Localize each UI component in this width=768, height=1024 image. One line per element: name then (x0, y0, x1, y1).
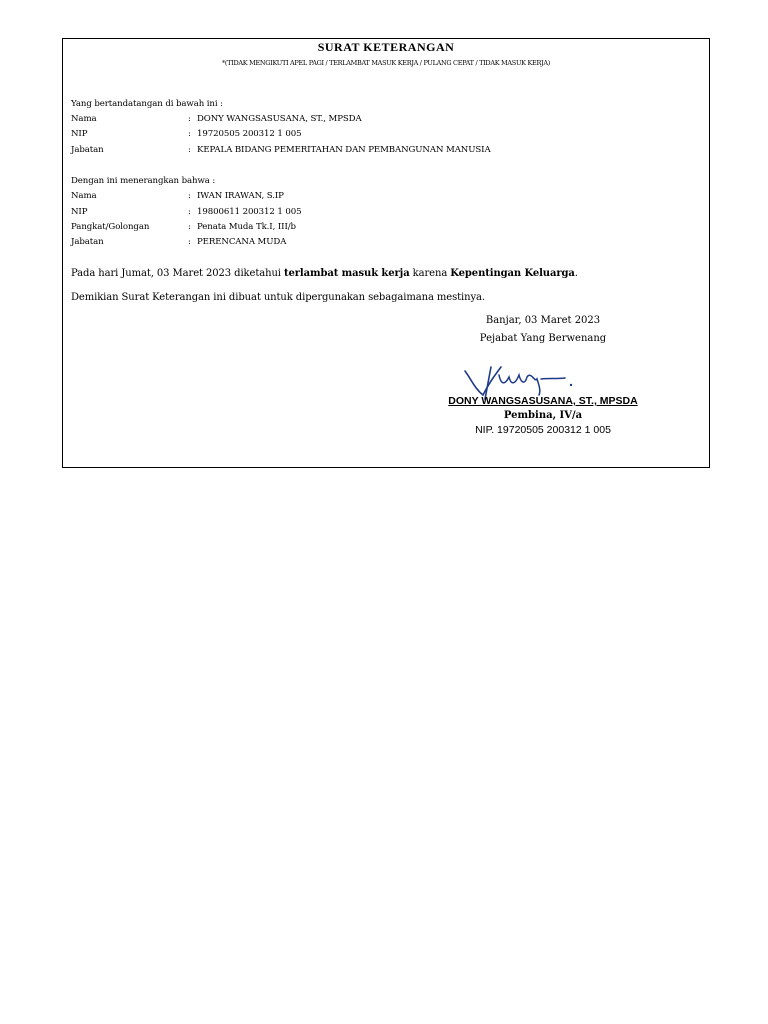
field-label: Nama (71, 114, 97, 124)
field-colon: : (188, 207, 191, 217)
field-colon: : (188, 237, 191, 247)
field-colon: : (188, 114, 191, 124)
letter-subtitle: *(TIDAK MENGIKUTI APEL PAGI / TERLAMBAT MASUK KERJA / PULANG CEPAT / TIDAK MASUK KERJA) (221, 59, 550, 67)
field-value: IWAN IRAWAN, S.IP (197, 191, 284, 201)
closing-paragraph: Demikian Surat Keterangan ini dibuat untuk dipergunakan sebagaimana mestinya. (71, 292, 485, 303)
statement-middle: karena (409, 268, 451, 279)
field-label: Jabatan (71, 237, 104, 247)
statement-paragraph (71, 268, 578, 279)
place-date: Banjar, 03 Maret 2023 (485, 315, 601, 326)
field-value: KEPALA BIDANG PEMERITAHAN DAN PEMBANGUNAN MANUSIA (197, 145, 491, 155)
signer-role: Pejabat Yang Berwenang (479, 333, 607, 344)
subject-intro: Dengan ini menerangkan bahwa : (71, 176, 216, 186)
letter-frame (62, 38, 710, 468)
field-value: 19720505 200312 1 005 (197, 129, 302, 139)
field-value: 19800611 200312 1 005 (197, 207, 302, 217)
statement-prefix: Pada hari Jumat, 03 Maret 2023 diketahui (71, 268, 284, 279)
field-value: PERENCANA MUDA (197, 237, 287, 247)
statement-reason: Kepentingan Keluarga (450, 268, 575, 279)
field-label: Jabatan (71, 145, 104, 155)
signer-intro: Yang bertandatangan di bawah ini : (71, 99, 223, 109)
field-label: Pangkat/Golongan (71, 222, 150, 232)
letter-title: SURAT KETERANGAN (317, 40, 455, 54)
signer-rank: Pembina, IV/a (503, 410, 583, 421)
signer-nip: NIP. 19720505 200312 1 005 (475, 424, 611, 436)
field-colon: : (188, 145, 191, 155)
signer-name: DONY WANGSASUSANA, ST., MPSDA (448, 395, 638, 407)
field-colon: : (188, 222, 191, 232)
field-colon: : (188, 191, 191, 201)
field-label: Nama (71, 191, 97, 201)
field-label: NIP (71, 129, 88, 139)
field-label: NIP (71, 207, 88, 217)
field-colon: : (188, 129, 191, 139)
field-value: DONY WANGSASUSANA, ST., MPSDA (197, 114, 362, 124)
field-value: Penata Muda Tk.I, III/b (197, 222, 296, 232)
statement-status: terlambat masuk kerja (283, 268, 410, 279)
statement-suffix: . (574, 268, 578, 279)
